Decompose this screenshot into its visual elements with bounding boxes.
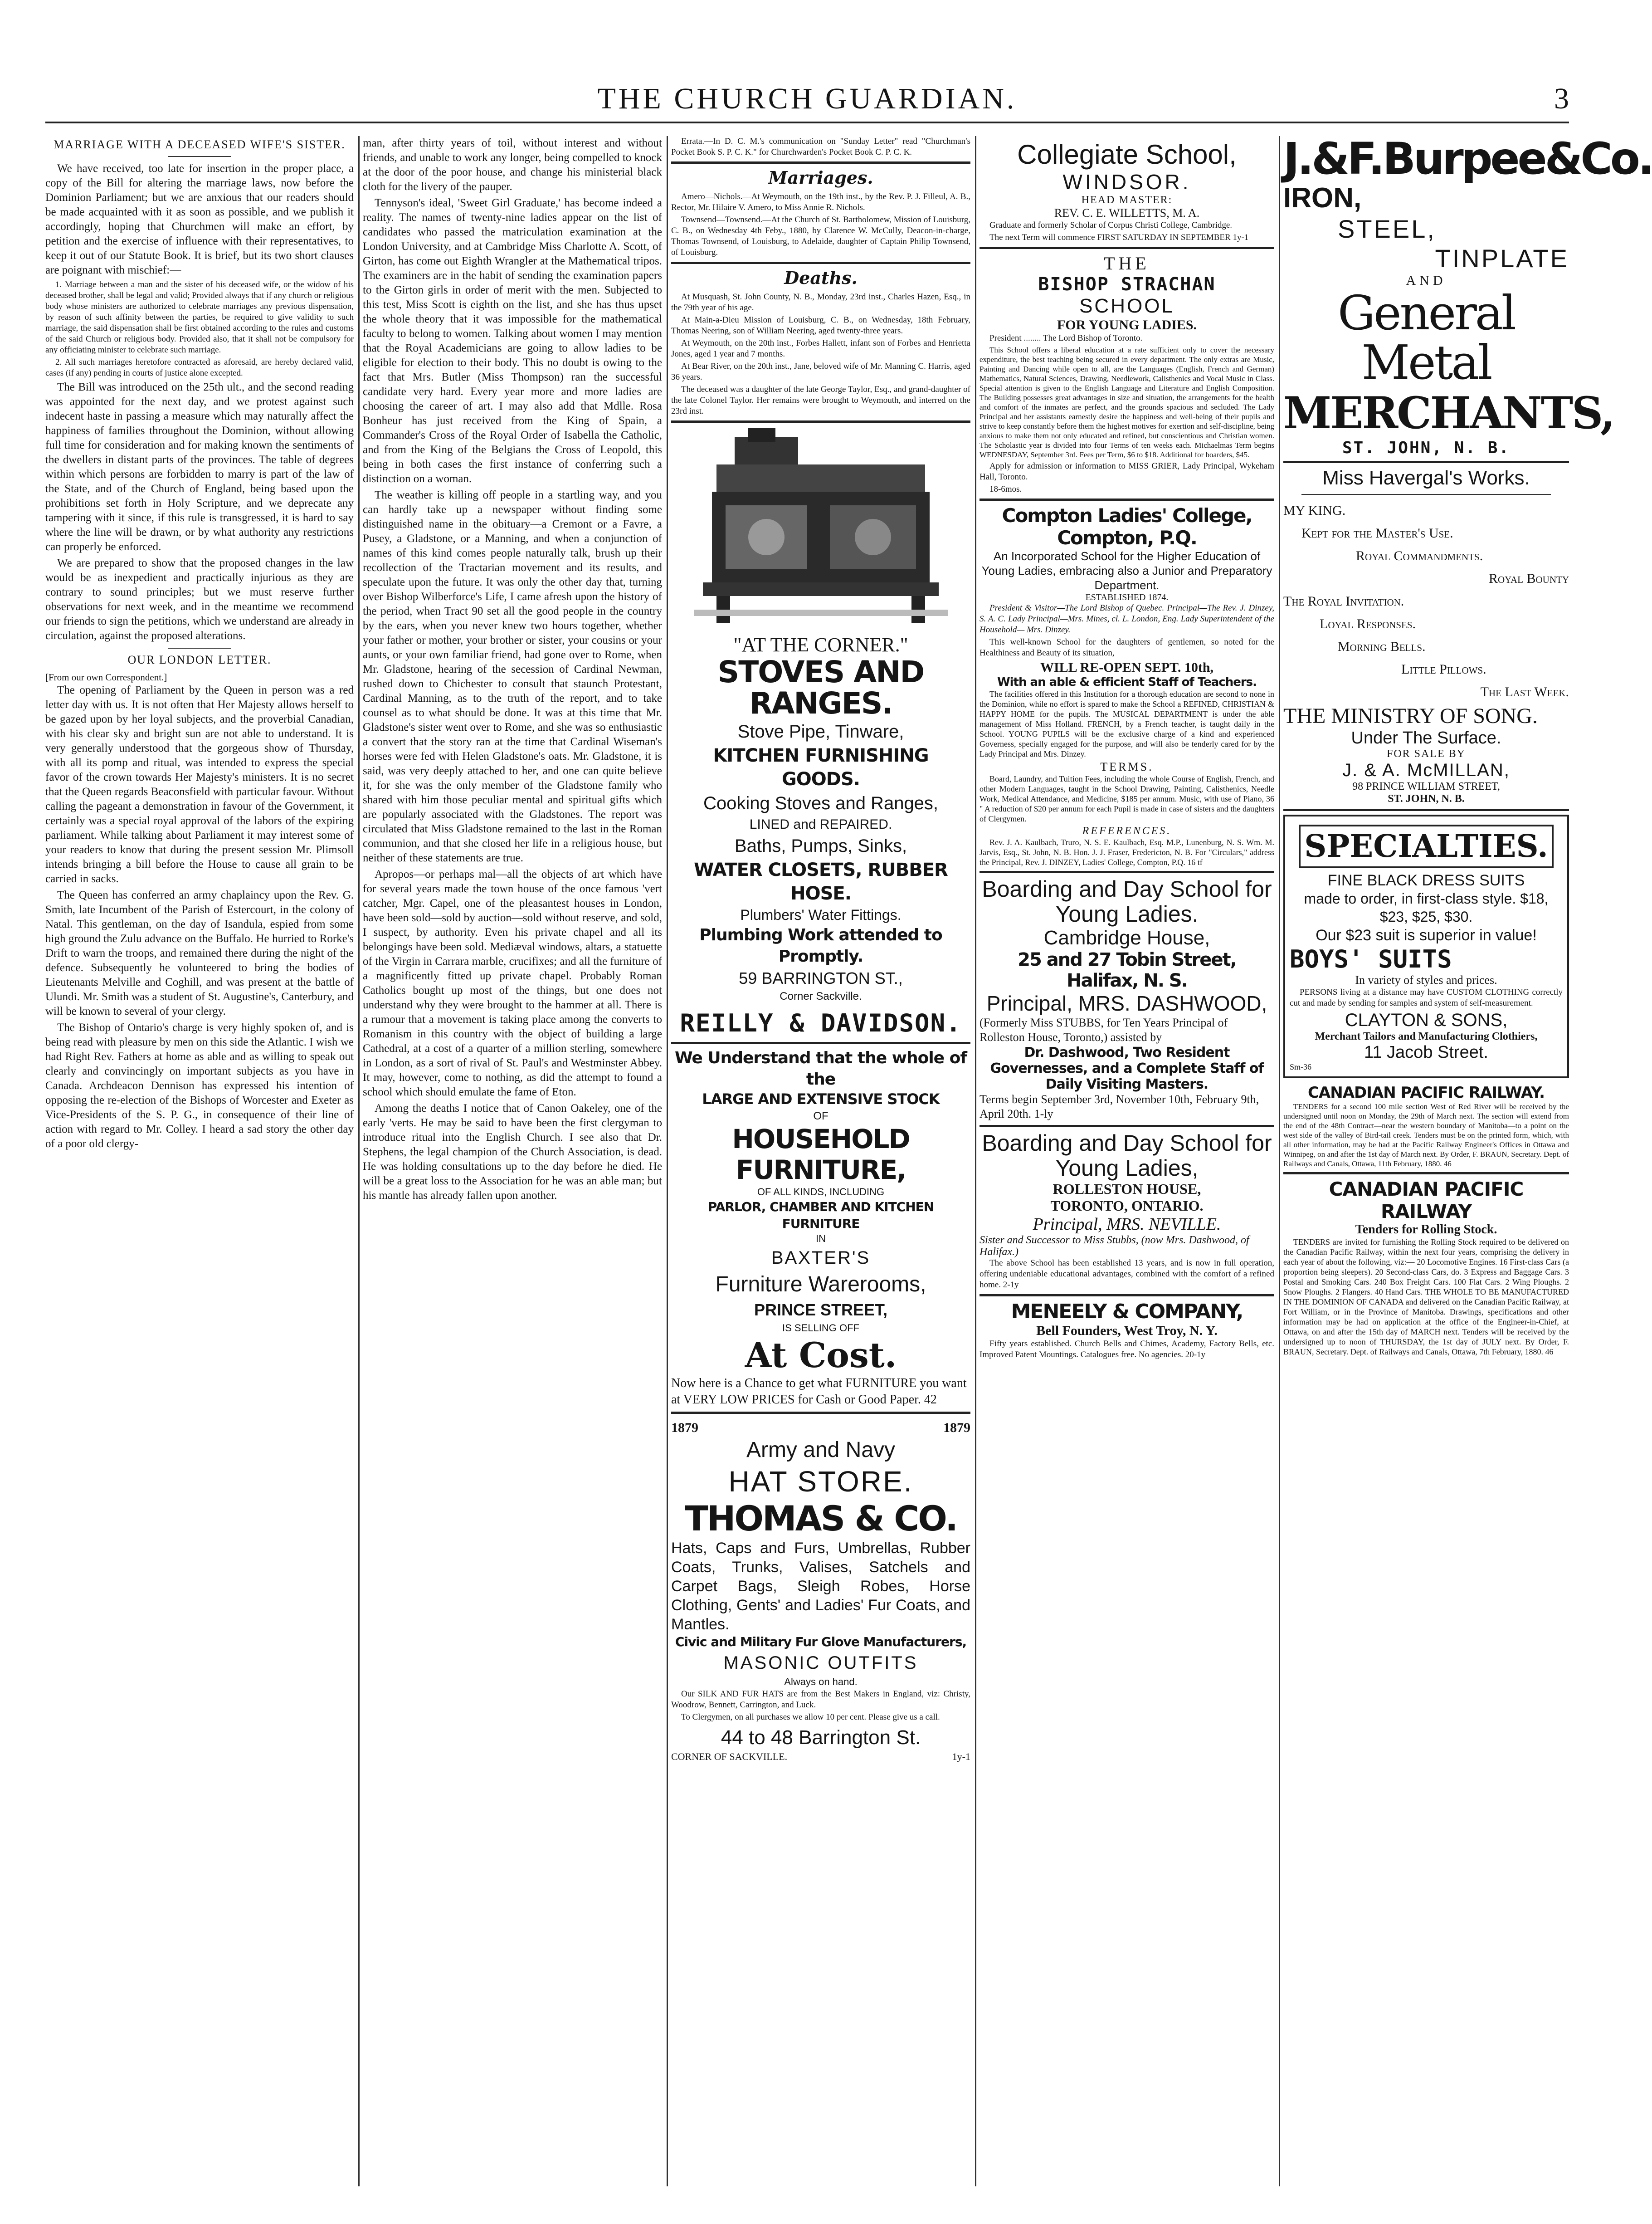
divider <box>1283 461 1569 463</box>
page-number: 3 <box>1554 82 1569 115</box>
ad-line: OF <box>813 1110 828 1123</box>
ad-headline: BISHOP STRACHAN <box>1038 274 1216 295</box>
ad-body: This well-known School for the daughters of gentlemen, so noted for the Healthiness and Beauty of its situation, <box>980 637 1274 658</box>
ad-headline: Boarding and Day School for Young Ladies. <box>982 876 1272 927</box>
ad-line: ESTABLISHED 1874. <box>1085 592 1169 602</box>
ad-headline: Miss Havergal's Works. <box>1322 467 1530 489</box>
ad-clayton <box>1283 815 1569 1078</box>
book-title: Morning Bells. <box>1338 639 1426 655</box>
ad-line: Cambridge House, <box>1043 927 1210 949</box>
book-title: The Royal Invitation. <box>1283 594 1404 609</box>
article-heading: OUR LONDON LETTER. <box>127 653 272 666</box>
column-rule <box>667 136 668 2186</box>
ad-headline: REILLY & DAVIDSON. <box>680 1008 962 1037</box>
ad-line: Under The Surface. <box>1351 728 1501 748</box>
ad-line: 98 PRINCE WILLIAM STREET, <box>1352 781 1500 793</box>
ad-line: STEEL, <box>1338 214 1436 243</box>
ad-line: WINDSOR. <box>1062 170 1191 194</box>
ad-headline: J.&F.Burpee&Co. <box>1283 133 1652 184</box>
ad-line: SCHOOL <box>1079 295 1174 317</box>
ad-line: PRINCE STREET, <box>754 1300 888 1320</box>
ad-line: Our $23 suit is superior in value! <box>1316 927 1537 944</box>
bill-clause: 1. Marriage between a man and the sister of his deceased wife, or the widow of his deceased brother, shall be legal and valid; Provided always that if any church or religious body whose ministers are authorized to celebrate marriages any previous dispensation, by reason of such affinity between the parties, be required to give validity to such marriage, the said dispensation shall be first obtained according to the rules and customs of the said Church or religious body. Provided also, that it shall not be compulsory for any officiating minister to celebrate such marriage. <box>45 279 354 355</box>
book-title: Royal Bounty <box>1488 571 1569 587</box>
book-list <box>1283 499 1569 704</box>
divider <box>1283 1172 1569 1174</box>
book-title: Royal Commandments. <box>1356 548 1483 564</box>
ad-line: IN <box>816 1232 826 1244</box>
ad-body: Rev. J. A. Kaulbach, Truro, N. S. E. Kaulbach, Esq. M.P., Lunenburg, N. S. Wm. M. Jarvis, Esq., St. John, N. B. Hon. J. J. Fraser, Fredericton, N. B. For "Circulars," address the Principal, Rev. J. DINZEY, Ladies' College, Compton, P.Q. 16 tf <box>980 838 1274 867</box>
ad-headline: CANADIAN PACIFIC RAILWAY <box>1329 1178 1524 1223</box>
ad-line: With an able & efficient Staff of Teachers. <box>997 675 1257 689</box>
ad-line: PARLOR, CHAMBER AND KITCHEN FURNITURE <box>707 1199 934 1231</box>
ad-line: President ........ The Lord Bishop of Toronto. <box>989 333 1143 343</box>
ad-line: 25 and 27 Tobin Street, Halifax, N. S. <box>1018 949 1236 991</box>
book-title: The Last Week. <box>1480 684 1569 700</box>
byline: [From our own Correspondent.] <box>45 671 167 683</box>
section-heading-marriages: Marriages. <box>768 167 873 188</box>
ad-line: FOR SALE BY <box>1386 748 1466 760</box>
article-paragraph: Tennyson's ideal, 'Sweet Girl Graduate,' has become indeed a reality. The names of twenty-nine ladies appear on the list of candidates who passed the matriculation examination at the London University, and at Cambridge Miss Charlotte A. Scott, of Girton, has come out Eighth Wrangler at the Mathematical tripos. The examiners are in the habit of sending the examination papers to the Girton girls in order of merit with the men. Subjected to this test, Miss Scott is eighth on the list, and she has thus upset the whole theory that it was impossible for the mathematical faculty to belong to women. Talking about women I may mention that the Royal Academicians are going to allow ladies to be eligible for election to their body. This no doubt is owing to the fact that Mrs. Butler (Miss Thompson) ran the successful candidate very hard. Every year more and more ladies are choosing the career of art. I may also add that Mdlle. Rosa Bonheur has just received from the King of Spain, a Commander's Cross of the Royal Order of Isabella the Catholic, and from the King of the Belgians the Cross of Leopold, this being in both cases the first instance of conferring such a distinction on a woman. <box>363 197 662 485</box>
ad-headline: THOMAS & CO. <box>684 1498 957 1539</box>
article-paragraph: The Bishop of Ontario's charge is very highly spoken of, and is being read with pleasure by men on this side the Atlantic. I wish we had Right Rev. Fathers at home as able and as willing to speak out clearly and convincingly on important subjects as you have in Canada. Archdeacon Dennison has expressed his intention of opposing the re-election of the Bishops of Worcester and Exeter as Vice-Presidents of the S. P. G., in consequence of their line of action with regard to Mr. Colley. I heard a sad story the other day of a poor old clergy- <box>45 1021 354 1150</box>
ad-headline: Boarding and Day School for Young Ladies, <box>982 1130 1272 1181</box>
ad-headline: General Metal <box>1337 285 1515 390</box>
ad-line: LINED and REPAIRED. <box>749 816 892 832</box>
ad-body: Fifty years established. Church Bells and Chimes, Academy, Factory Bells, etc. Improved Patent Mountings. Catalogues free. No agencies. 20-1y <box>980 1339 1274 1359</box>
ad-line: Stove Pipe, Tinware, <box>737 721 904 742</box>
ad-footer <box>671 1751 970 1763</box>
ad-line: WATER CLOSETS, RUBBER HOSE. <box>694 860 948 904</box>
divider <box>671 1412 970 1414</box>
ad-headline: MERCHANTS, <box>1283 387 1614 439</box>
divider <box>980 499 1274 501</box>
ad-line: ST. JOHN, N. B. <box>1342 439 1511 458</box>
notice: At Main-a-Dieu Mission of Louisburg, C. B., on Wednesday, 18th February, Thomas Neering, son of William Neering, aged twenty-three years. <box>671 315 970 336</box>
ad-line: Tenders for Rolling Stock. <box>1355 1222 1497 1237</box>
notice: At Bear River, on the 20th inst., Jane, beloved wife of Mr. Manning C. Harris, aged 36 years. <box>671 362 970 382</box>
notice: Townsend—Townsend.—At the Church of St. Bartholomew, Mission of Louisburg, C. B., on Wednesday 4th Feby., 1880, by Clarence W. McCully, Deacon-in-charge, Thomas Townsend, of Louisburg, to Adelaide, daughter of Captain Philip Townsend, of Louisburg. <box>671 215 970 257</box>
ad-headline: At Cost. <box>745 1334 897 1375</box>
divider <box>980 247 1274 249</box>
ad-body: Our SILK AND FUR HATS are from the Best Makers in England, viz: Christy, Woodrow, Bennett, Carrington, and Luck. <box>671 1689 970 1710</box>
ad-line: An Incorporated School for the Higher Education of Young Ladies, embracing also a Junior and Preparatory Department. <box>981 549 1272 592</box>
ad-headline: "AT THE CORNER." <box>733 634 908 656</box>
article-paragraph: We are prepared to show that the proposed changes in the law would be as inexpedient and practically injurious as they are contrary to sound principles; but we must reserve further observations for next week, and in the meantime we recommend our friends to sign the petitions, which we understand are already in circulation, against the proposed alterations. <box>45 557 354 642</box>
ad-line: THE <box>1104 253 1150 274</box>
year-label: 1879 <box>943 1420 970 1435</box>
divider <box>980 1125 1274 1127</box>
ad-line: In variety of styles and prices. <box>1355 973 1497 987</box>
ad-body: The facilities offered in this Institution for a thorough education are second to none in the Dominion, while no effort is spared to make the School a REFINED, CHRISTIAN & HAPPY HOME for the pupils. The MUSICAL DEPARTMENT is under the able management of Miss Holland. FRENCH, by a French teacher, is taught daily in the School. YOUNG PUPILS will be the exclusive charge of a kind and experienced Governess, specially engaged for the purpose, and will also be tenderly cared for by the Lady Principal and Mrs. Dinzey. <box>980 689 1274 758</box>
article-paragraph: We have received, too late for insertion in the proper place, a copy of the Bill for altering the marriage laws, now before the Dominion Parliament; but we are anxious that our readers should be made acquainted with it as soon as possible, and we publish it accordingly, hoping that Churchmen will make an effort, by petition and the exercise of influence with their representatives, to keep it out of our Statute Book. It is brief, but its two short clauses are poignant with mischief:— <box>45 162 354 276</box>
divider <box>980 871 1274 873</box>
divider <box>671 420 970 423</box>
ad-line: HEAD MASTER: <box>1081 194 1173 206</box>
ad-body: Apply for admission or information to MISS GRIER, Lady Principal, Wykeham Hall, Toronto. <box>980 461 1274 482</box>
masthead-rule <box>45 122 1569 123</box>
ad-line: Baths, Pumps, Sinks, <box>734 836 907 856</box>
ad-headline: CANADIAN PACIFIC RAILWAY. <box>1307 1084 1545 1102</box>
article-heading: MARRIAGE WITH A DECEASED WIFE'S SISTER. <box>54 138 346 151</box>
ad-body: Sister and Successor to Miss Stubbs, (now Mrs. Dashwood, of Halifax.) <box>980 1234 1249 1258</box>
ad-headline: Compton Ladies' College, Compton, P.Q. <box>1002 504 1252 549</box>
ad-body: The above School has been established 13 years, and is now in full operation, offering undeniable educational advantages, combined with the comfort of a refined home. 2-1y <box>980 1258 1274 1290</box>
ad-body: (Formerly Miss STUBBS, for Ten Years Principal of Rolleston House, Toronto,) assisted by <box>980 1016 1228 1044</box>
notice: At Weymouth, on the 20th inst., Forbes Hallett, infant son of Forbes and Henrietta Jones, aged 1 year and 7 months. <box>671 338 970 359</box>
article-paragraph: Among the deaths I notice that of Canon Oakeley, one of the early 'verts. He may be said to have been the first clergyman to introduce ritual into the English Church. I see also that Dr. Stephens, the legal champion of the Church Association, is dead. He was holding consultations up to the day before he died. He will be a great loss to the Association for he was an able man; but his mantle has already fallen upon another. <box>363 1102 662 1202</box>
divider <box>1301 494 1551 495</box>
ad-line: 44 to 48 Barrington St. <box>721 1726 921 1749</box>
ad-line: KITCHEN FURNISHING GOODS. <box>713 745 929 790</box>
ad-line: IS SELLING OFF <box>782 1322 859 1334</box>
article-paragraph: man, after thirty years of toil, without interest and without friends, and unable to work any longer, being compelled to knock at the door of the poor house, and change his ministerial black cloth for the livery of the pauper. <box>363 137 662 193</box>
column-3 <box>671 136 970 2186</box>
divider <box>168 156 231 157</box>
ad-line: CORNER OF SACKVILLE. <box>671 1750 788 1762</box>
ad-body: TENDERS for a second 100 mile section West of Red River will be received by the undersigned until noon on Monday, the 29th of March next. The section will extend from the end of the 48th Contract—near the western boundary of Manitoba—to a point on the west side of the valley of Bird-tail creek. Tenders must be on the printed form, which, with all other information, may be had at the Pacific Railway Engineer's Offices in Ottawa and Winnipeg, on and after the 1st day of March next. By Order, F. BRAUN, Secretary. Dept. of Railways and Canals, Ottawa, 11th February, 1880. 46 <box>1283 1102 1569 1168</box>
ad-body: Graduate and formerly Scholar of Corpus Christi College, Cambridge. <box>989 220 1233 230</box>
ad-line: Army and Navy <box>746 1437 896 1462</box>
newspaper-title: THE CHURCH GUARDIAN. <box>597 82 1017 115</box>
book-title: MY KING. <box>1283 503 1346 518</box>
ad-line: made to order, in first-class style. $18, $23, $25, $30. <box>1304 890 1549 925</box>
article-paragraph: The opening of Parliament by the Queen in person was a red letter day with us. It is not often that Her Majesty allows herself to be gazed upon by her loyal subjects, and the proverbial Canadian, with his clear sky and bright sun are not able to understand. It is very generally understood that the gorgeous show of Thursday, with all its pomp and ritual, was intended to express the special favor of the crown towards Her Majesty's ministers. It is no secret that the Queen regards Beaconsfield with particular favour. Without calling the pageant a demonstration in favour of the Government, it certainly was a special royal approval of the labors of the expiring parliament. While talking about Parliament it may interest some of your readers to know that during the present session Mr. Plimsoll intends bringing a bill before the House to cause all grain to be carried in sacks. <box>45 684 354 885</box>
ad-line: REFERENCES. <box>1082 825 1172 837</box>
bill-clause: 2. All such marriages heretofore contracted as aforesaid, are hereby declared valid, cases (if any) pending in courts of justice alone excepted. <box>45 357 354 378</box>
ad-body: Terms begin September 3rd, November 10th, February 9th, April 20th. 1-ly <box>980 1093 1259 1120</box>
column-2 <box>363 136 662 2186</box>
ad-headline: Collegiate School, <box>1017 139 1237 170</box>
ad-body: Board, Laundry, and Tuition Fees, including the whole Course of English, French, and other Modern Languages, taught in the School Drawing, Painting, Calisthenics, Needle Work, Medical Attendance, and Medicine, $185 per annum. Music, with use of Piano, 36 " A reduction of $20 per annum for each Pupil is made in case of sisters and the daughters of Clergymen. <box>980 774 1274 823</box>
ad-line: We Understand that the whole of the <box>675 1048 967 1089</box>
article-paragraph: The Queen has conferred an army chaplaincy upon the Rev. G. Smith, late Incumbent of the Parish of Estercourt, in the colony of Natal. This gentleman, on the day of Isandula, espied from some high ground the Zulu advance on the Buffalo. He hurried to Rorke's Drift to warn the troops, and remained there during the night of the defence. Subsequently he volunteered to bring the bodies of Lieutenants Melville and Coghill, and was present at the battle of Ulundi. Mr. Smith was a student of St. Augustine's, Canterbury, and will be known to several of your clergy. <box>45 889 354 1017</box>
year-label: 1879 <box>671 1420 698 1435</box>
ad-line: BAXTER'S <box>771 1247 871 1268</box>
ad-line: ROLLESTON HOUSE, <box>1053 1181 1201 1197</box>
ad-line: ST. JOHN, N. B. <box>1388 793 1465 805</box>
ad-line: Bell Founders, West Troy, N. Y. <box>1036 1323 1218 1338</box>
ad-code: 1y-1 <box>952 1750 970 1762</box>
divider <box>671 1042 970 1044</box>
column-rule <box>1279 136 1280 2186</box>
ad-body: Hats, Caps and Furs, Umbrellas, Rubber Coats, Trunks, Valises, Satchels and Carpet Bags, Sleigh Robes, Horse Clothing, Gents' and Ladies' Fur Coats, and Mantles. <box>671 1540 970 1633</box>
ad-body: To Clergymen, on all purchases we allow 10 per cent. Please give us a call. <box>681 1712 940 1722</box>
ad-collegiate-school <box>980 140 1274 243</box>
ad-line: Principal, MRS. NEVILLE. <box>1033 1215 1221 1234</box>
ad-line: Merchant Tailors and Manufacturing Clothiers, <box>1315 1031 1538 1043</box>
ad-line: 11 Jacob Street. <box>1364 1043 1488 1062</box>
ad-body: TENDERS are invited for furnishing the Rolling Stock required to be delivered on the Canadian Pacific Railway, within the next four years, comprising the delivery in each year of about the following, viz:— 20 Locomotive Engines. 16 First-class Cars (a proportion being sleepers). 20 Second-class Cars, do. 3 Express and Baggage Cars. 3 Postal and Smoking Cars. 240 Box Freight Cars. 100 Flat Cars. 2 Wing Ploughs. 2 Snow Ploughs. 2 Flangers. 40 Hand Cars. THE WHOLE TO BE MANUFACTURED IN THE DOMINION OF CANADA and delivered on the Canadian Pacific Railway, at Fort William, or in the Province of Manitoba. Drawings, specifications and other information may be had on application at the office of the Engineer-in-Chief, at Ottawa, on and after the 15th day of MARCH next. Tenders will be received by the undersigned up to noon of THURSDAY, the 1st day of JULY next. By Order, F. BRAUN, Secretary. Dept. of Railways and Canals, Ottawa, 7th February, 1880. 46 <box>1283 1237 1569 1357</box>
section-heading-deaths: Deaths. <box>784 268 858 288</box>
ad-body: The next Term will commence FIRST SATURDAY IN SEPTEMBER 1y-1 <box>989 233 1249 242</box>
ad-line: Plumbing Work attended to Promptly. <box>699 926 942 966</box>
ad-line: REV. C. E. WILLETTS, M. A. <box>1054 206 1200 220</box>
notice: The deceased was a daughter of the late George Taylor, Esq., and grand-daughter of the late Colonel Taylor. Her remains were brought to Weymouth, and interred on the 23rd inst. <box>671 385 970 416</box>
ad-headline: HOUSEHOLD FURNITURE, <box>732 1124 910 1186</box>
book-title: Kept for the Master's Use. <box>1301 526 1453 541</box>
book-title: Loyal Responses. <box>1320 616 1416 632</box>
ad-line: LARGE AND EXTENSIVE STOCK <box>702 1090 940 1108</box>
article-paragraph: The weather is killing off people in a startling way, and you can hardly take up a newspaper without finding some distinguished name in the obituary—a Cremont or a Favre, a Pusey, a Gladstone, or a Manning, and when a conjunction of names of this kind comes people naturally talk, brush up their recollection of the Tractarian movement and its results, and speculate upon the future. It was only the other day that, turning over Bishop Wilberforce's Life, I came afresh upon the history of the period, when Tract 90 set all the good people in the country by the ears, when you never knew two hours together, whether your father or mother, your brother or sister, your cousins or your aunts, or your own familiar friend, had gone over to Rome, when Mr. Gladstone, hearing of the secession of Cardinal Newman, rushed down to Chichester to consult that staunch Protestant, Cardinal Manning, as to the truth of the report, and to take counsel as to what should be done. It was at this time that Mr. Gladstone's sister went over to Rome, and she was so enthusiastic a convert that the story ran at the time that Cardinal Wiseman's horses were fed with Helen Gladstone's oats. Mr. Gladstone, it is said, was very deeply attached to her, and one can quite believe it, for she was the only member of the Gladstone family who shared with him those peculiar mental and spiritual gifts which are popularly associated with the Gladstones. The report was circulated that Miss Gladstone remained to the last in the Roman communion, and that she closed her life in a religious house, but neither of these statements are true. <box>363 489 662 864</box>
ad-body: This School offers a liberal education at a rate sufficient only to cover the necessary expenditure, the best teaching being secured in every department. The only extras are Music, Painting and Dancing while open to all, are the Languages (English, French and German) Mathematics, Natural Sciences, Drawing, Needlework, Calisthenics and Vocal Music in Class. Special attention is given to the English Language and Literature and English Composition. The Building possesses great advantages in size and situation, the arrangements for the health and comfort of the inmates are perfect, and the grounds spacious and secluded. The Lady Principal and her assistants earnestly desire the happiness and well-being of their pupils and strive to keep constantly before them the highest motives for exertion and self-discipline, being anxious to make them not only educated and refined, but conscientious and Christian women. The Scholastic year is divided into four Terms of ten weeks each. Michaelmas Term begins WEDNESDAY, September 3rd. Fees per Term, $6 to $18. Additional for boarders, $45. <box>980 346 1274 459</box>
ad-headline: HAT STORE. <box>728 1465 913 1498</box>
ad-code: Sm-36 <box>1290 1062 1312 1072</box>
ad-line: Furniture Warerooms, <box>715 1272 926 1296</box>
column-1 <box>45 136 354 2186</box>
notice: Amero—Nichols.—At Weymouth, on the 19th inst., by the Rev. P. J. Filleul, A. B., Rector, Mr. Hilaire V. Amero, to Miss Annie R. Nichols. <box>671 192 970 212</box>
ad-line: IRON, <box>1283 182 1362 214</box>
ad-line: Corner Sackville. <box>780 990 862 1003</box>
ad-line: Always on hand. <box>784 1676 858 1687</box>
ad-headline: STOVES AND RANGES. <box>717 655 924 721</box>
divider <box>168 648 231 649</box>
ad-line: Cooking Stoves and Ranges, <box>703 793 939 813</box>
ad-line: TORONTO, ONTARIO. <box>1050 1198 1204 1214</box>
ad-line: J. & A. McMILLAN, <box>1342 760 1510 781</box>
ad-headline: SPECIALTIES. <box>1299 825 1554 868</box>
ad-headline: CLAYTON & SONS, <box>1345 1010 1508 1031</box>
notice: At Musquash, St. John County, N. B., Monday, 23rd inst., Charles Hazen, Esq., in the 79th year of his age. <box>671 292 970 313</box>
ad-line: OF ALL KINDS, INCLUDING <box>757 1186 885 1198</box>
divider <box>980 1294 1274 1296</box>
ad-line: FINE BLACK DRESS SUITS <box>1327 872 1525 890</box>
ad-line: Plumbers' Water Fittings. <box>740 907 902 924</box>
article-paragraph: Apropos—or perhaps mal—all the objects of art which have for several years made the town house of the once famous 'vert catcher, Mgr. Capel, one of the pleasantest houses in London, have been sold—sold by auction—sold without reserve, and sold, I suspect, by authority. Even his private chapel and all its belongings have been sold. Mediæval windows, altars, a statuette of the Virgin in Carrara marble, crucifixes; and all the furniture of a magnificently fitted up private chapel. Probably Roman Catholics bought up most of the things, but one does not understand why they were brought to the hammer at all. There is a rumour that a movement is taking place among the converts to Romanism in this country with the object of building a large Cathedral, at a cost of a quarter of a million sterling, somewhere in London, as a sort of rival of St. Paul's and Westminster Abbey. It may, however, come to nothing, as did the attempt to found a school which should emulate the fame of Eton. <box>363 868 662 1098</box>
divider <box>1283 809 1569 811</box>
errata: Errata.—In D. C. M.'s communication on "Sunday Letter" read "Churchman's Pocket Book S. P. C. K." for Churchwarden's Pocket Book C. P. C. K. <box>671 137 970 157</box>
book-title: Little Pillows. <box>1401 662 1486 677</box>
stove-engraving <box>685 428 957 628</box>
ad-headline: THE MINISTRY OF SONG. <box>1283 704 1538 728</box>
ad-line: WILL RE-OPEN SEPT. 10th, <box>1040 660 1214 675</box>
column-4 <box>980 136 1274 2186</box>
ad-line: AND <box>1406 273 1447 288</box>
divider <box>671 161 970 164</box>
ad-body: President & Visitor—The Lord Bishop of Quebec. Principal—The Rev. J. Dinzey, S. A. C. Lady Principal—Mrs. Mines, cl. L. London, Eng. Lady Superintendent of the Household— Mrs. Dinzey. <box>980 603 1274 635</box>
column-5 <box>1283 133 1652 2186</box>
masthead <box>45 82 1569 132</box>
column-rule <box>358 136 360 2186</box>
article-paragraph: The Bill was introduced on the 25th ult., and the second reading was appointed for the next day, and we protest against such indecent haste in passing a measure which may naturally affect the happiness of families throughout the Dominion, without allowing full time for consideration and for making known the sentiments of the dwellers in distant parts of the provinces. The table of degrees within which persons are forbidden to marry is part of the law of the State, and of the Church of England, being based upon the prohibitions set forth in Holy Scripture, and we deprecate any tampering with it since, if this rule is transgressed, it is hard to say where the line will be drawn, or by what authority any restrictions can properly be enforced. <box>45 381 354 553</box>
ad-line: TERMS. <box>1100 760 1154 773</box>
ad-line: Principal, MRS. DASHWOOD, <box>986 992 1267 1015</box>
ad-code: 18-6mos. <box>989 484 1022 494</box>
ad-line: Dr. Dashwood, Two Resident Governesses, and a Complete Staff of Daily Visiting Masters. <box>990 1045 1264 1092</box>
year-row <box>671 1420 970 1436</box>
column-rule <box>975 136 976 2186</box>
ad-headline: MENEELY & COMPANY, <box>1011 1300 1243 1323</box>
divider <box>671 262 970 264</box>
ad-line: 59 BARRINGTON ST., <box>739 968 903 987</box>
ad-body: PERSONS living at a distance may have CUSTOM CLOTHING correctly cut and made by sending for samples and system of self-measurement. <box>1290 987 1563 1008</box>
ad-line: FOR YOUNG LADIES. <box>1057 318 1197 332</box>
ad-line: Civic and Military Fur Glove Manufacturers, <box>675 1634 967 1650</box>
ad-headline: BOYS' SUITS <box>1290 945 1452 974</box>
ad-line: MASONIC OUTFITS <box>723 1652 918 1673</box>
ad-line: TINPLATE <box>1435 244 1569 273</box>
ad-body: Now here is a Chance to get what FURNITURE you want at VERY LOW PRICES for Cash or Good Paper. 42 <box>671 1376 967 1407</box>
